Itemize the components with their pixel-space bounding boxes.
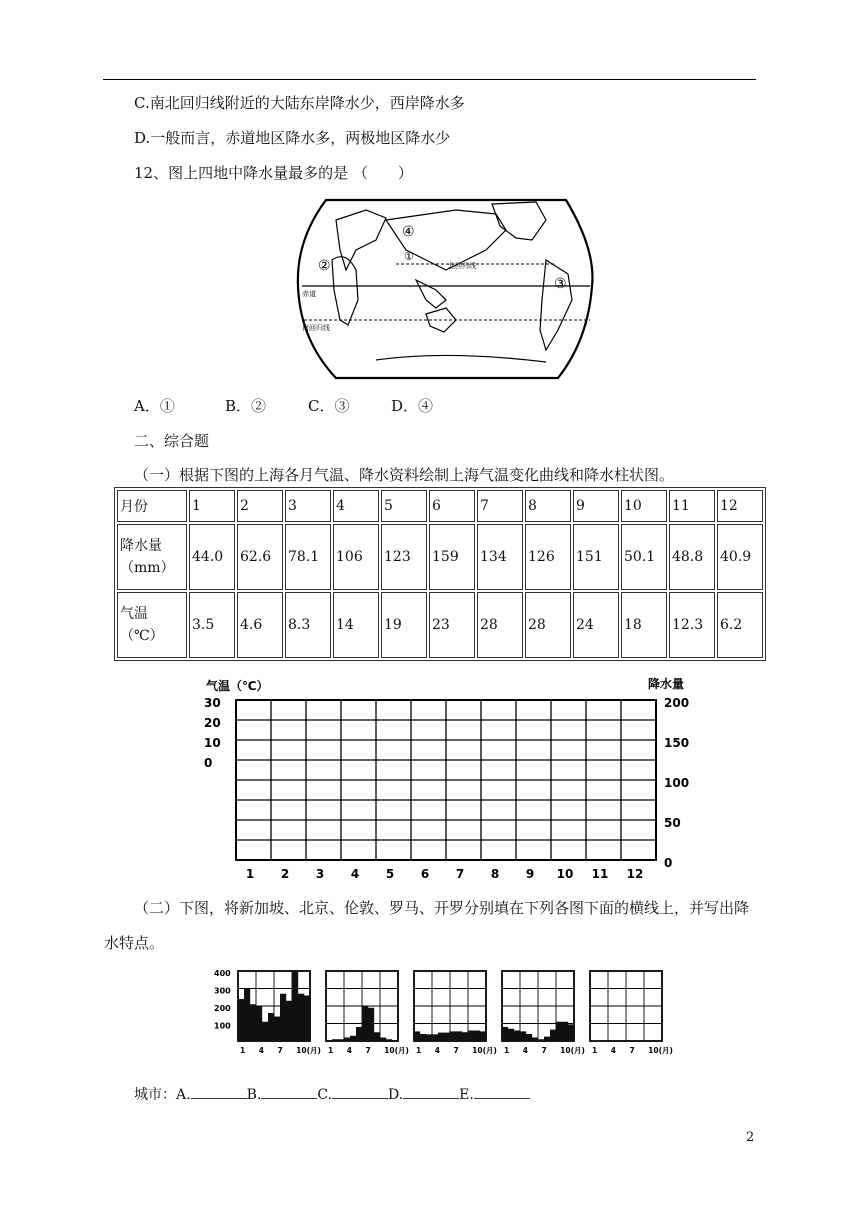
chart-y-tick: 300 <box>214 986 231 996</box>
month-cell: 3 <box>285 490 331 522</box>
precip-bar <box>462 1032 468 1041</box>
temp-label: 气温 <box>120 606 148 622</box>
chart-y-tick: 200 <box>214 1004 231 1013</box>
choice-d: D．④ <box>391 397 434 415</box>
part2-instruction-line2: 水特点。 <box>104 934 165 952</box>
precip-bar <box>250 1004 256 1041</box>
x-tick-label: 8 <box>490 867 500 881</box>
answer-a-blank[interactable] <box>191 1086 247 1099</box>
map-marker-1: ① <box>404 250 414 263</box>
temp-cell: 23 <box>429 592 475 658</box>
temp-cell: 14 <box>333 592 379 658</box>
chart-x-tick: 1 <box>504 1046 510 1055</box>
precip-bar <box>344 1038 350 1042</box>
precip-bar <box>292 971 298 1041</box>
left-tick-label: 10 <box>204 736 221 750</box>
choice-b: B．② <box>225 397 267 415</box>
map-marker-4: ④ <box>402 224 415 240</box>
world-map <box>296 190 596 382</box>
x-tick-label: 3 <box>315 867 325 881</box>
precip-header <box>117 524 187 590</box>
precip-bar <box>468 1031 474 1042</box>
x-tick-label: 2 <box>280 867 290 881</box>
label-tropic-north: 北回归线 <box>448 262 476 270</box>
x-tick-label: 10 <box>556 867 574 881</box>
precip-bar <box>556 1022 562 1041</box>
chart-x-tick: 7 <box>365 1046 371 1055</box>
label-tropic-south: 南回归线 <box>302 324 330 332</box>
precip-cell: 126 <box>525 524 571 590</box>
x-tick-label: 9 <box>525 867 535 881</box>
table-row <box>117 490 763 522</box>
answer-e-blank[interactable] <box>474 1086 530 1099</box>
precip-bar <box>568 1024 574 1041</box>
answer-b-label: B. <box>246 1087 262 1103</box>
temp-cell: 28 <box>525 592 571 658</box>
chart-x-tick: 10(月) <box>648 1046 673 1055</box>
precip-bar <box>656 1040 662 1041</box>
precip-cell: 123 <box>381 524 427 590</box>
precip-bar <box>514 1031 520 1042</box>
graph-right-title: 降水量 <box>648 677 685 691</box>
month-cell: 4 <box>333 490 379 522</box>
precip-bar <box>374 1032 380 1041</box>
answer-d-blank[interactable] <box>403 1086 459 1099</box>
label-equator: 赤道 <box>302 290 316 298</box>
precip-bar <box>562 1022 568 1041</box>
precip-bar <box>392 1040 398 1041</box>
temp-cell: 12.3 <box>669 592 715 658</box>
chart-x-tick: 10(月) <box>560 1046 585 1055</box>
temp-cell: 3.5 <box>189 592 235 658</box>
chart-x-tick: 1 <box>592 1046 598 1055</box>
precip-bar <box>426 1034 432 1041</box>
x-tick-label: 4 <box>350 867 360 881</box>
month-cell: 10 <box>621 490 667 522</box>
chart-x-tick: 4 <box>434 1046 440 1055</box>
chart-x-tick: 1 <box>328 1046 334 1055</box>
temp-cell: 19 <box>381 592 427 658</box>
chart-x-tick: 7 <box>541 1046 547 1055</box>
left-tick-label: 30 <box>204 696 221 710</box>
precip-bar <box>362 1006 368 1041</box>
right-tick-label: 200 <box>664 696 690 710</box>
precip-bar <box>502 1027 508 1041</box>
x-tick-label: 12 <box>626 867 644 881</box>
right-tick-label: 50 <box>664 816 681 830</box>
temp-unit: （℃） <box>120 628 164 644</box>
precip-bar <box>438 1033 444 1041</box>
month-cell: 2 <box>237 490 283 522</box>
precip-cell: 78.1 <box>285 524 331 590</box>
chart-x-tick: 7 <box>629 1046 635 1055</box>
answer-c-blank[interactable] <box>332 1086 388 1099</box>
precip-unit: （mm） <box>120 560 175 576</box>
graph-grid <box>236 700 656 860</box>
part2-instruction-line1: （二）下图，将新加坡、北京、伦敦、罗马、开罗分别填在下列各图下面的横线上，并写出降 <box>134 899 750 917</box>
precip-bar <box>444 1033 450 1041</box>
month-cell: 11 <box>669 490 715 522</box>
precip-chart-5 <box>590 971 673 1055</box>
x-tick-label: 6 <box>420 867 430 881</box>
x-tick-label: 7 <box>455 867 465 881</box>
precip-cell: 44.0 <box>189 524 235 590</box>
option-c: C.南北回归线附近的大陆东岸降水少，西岸降水多 <box>134 94 465 112</box>
month-cell: 7 <box>477 490 523 522</box>
x-tick-label: 11 <box>591 867 609 881</box>
month-header: 月份 <box>117 490 187 522</box>
precip-cell: 50.1 <box>621 524 667 590</box>
map-marker-2: ② <box>318 258 331 274</box>
answer-a-label: A. <box>176 1087 191 1103</box>
temp-cell: 4.6 <box>237 592 283 658</box>
precip-bar <box>244 989 250 1042</box>
chart-y-tick: 100 <box>214 1021 231 1031</box>
precip-bar <box>286 1001 292 1041</box>
precip-cell: 134 <box>477 524 523 590</box>
answer-line <box>134 1084 530 1104</box>
answer-prefix: 城市： <box>134 1087 176 1103</box>
answer-b-blank[interactable] <box>261 1086 317 1099</box>
precip-bar <box>380 1038 386 1042</box>
x-tick-label: 5 <box>385 867 395 881</box>
part1-instruction: （一）根据下图的上海各月气温、降水资料绘制上海气温变化曲线和降水柱状图。 <box>134 466 675 484</box>
precip-bar <box>326 1040 332 1041</box>
temp-cell: 28 <box>477 592 523 658</box>
chart-x-tick: 4 <box>610 1046 616 1055</box>
precip-bar <box>304 996 310 1042</box>
precip-bar <box>332 1039 338 1041</box>
map-marker-3: ③ <box>554 276 567 292</box>
precip-bar <box>420 1034 426 1041</box>
precip-bar <box>456 1031 462 1041</box>
precip-chart-4 <box>502 971 585 1055</box>
page-number: 2 <box>746 1130 755 1145</box>
chart-x-tick: 4 <box>522 1046 528 1055</box>
precip-bar <box>520 1031 526 1041</box>
header-rule <box>103 79 756 80</box>
precip-chart-3 <box>414 971 497 1055</box>
precip-bar <box>590 1040 596 1041</box>
chart-x-tick: 4 <box>346 1046 352 1055</box>
precip-bar <box>538 1039 544 1041</box>
chart-x-tick: 10(月) <box>296 1046 321 1055</box>
precip-bar <box>350 1036 356 1041</box>
precip-bar <box>508 1029 514 1041</box>
precip-bar <box>280 994 286 1041</box>
question-12: 12、图上四地中降水量最多的是 （ ） <box>134 164 413 182</box>
table-row <box>117 524 763 590</box>
precip-chart-2 <box>326 971 409 1055</box>
precip-bar <box>386 1039 392 1041</box>
answer-e-label: E. <box>459 1087 474 1103</box>
climate-table <box>114 487 766 661</box>
precip-cell: 106 <box>333 524 379 590</box>
answer-c-label: C. <box>317 1087 332 1103</box>
precip-bar <box>526 1034 532 1041</box>
precip-chart-1 <box>214 969 321 1055</box>
month-cell: 8 <box>525 490 571 522</box>
left-tick-label: 20 <box>204 716 221 730</box>
precip-bar <box>550 1030 556 1041</box>
precip-bar <box>544 1037 550 1041</box>
precip-bar <box>356 1027 362 1041</box>
graph-left-title: 气温（℃） <box>206 679 269 693</box>
precip-bar <box>238 999 244 1041</box>
left-tick-label: 0 <box>204 756 213 770</box>
precip-bar <box>532 1038 538 1042</box>
month-cell: 1 <box>189 490 235 522</box>
precip-bar <box>268 1013 274 1041</box>
chart-x-tick: 7 <box>277 1046 283 1055</box>
right-tick-label: 100 <box>664 776 690 790</box>
precip-cell: 62.6 <box>237 524 283 590</box>
chart-x-tick: 7 <box>453 1046 459 1055</box>
precip-bar <box>368 1008 374 1041</box>
chart-x-tick: 10(月) <box>472 1046 497 1055</box>
precip-charts <box>214 965 674 1065</box>
choice-a: A．① <box>134 397 175 415</box>
month-cell: 6 <box>429 490 475 522</box>
temp-header <box>117 592 187 658</box>
temp-cell: 6.2 <box>717 592 763 658</box>
month-cell: 12 <box>717 490 763 522</box>
temp-cell: 18 <box>621 592 667 658</box>
x-tick-label: 1 <box>245 867 255 881</box>
chart-x-tick: 1 <box>416 1046 422 1055</box>
temp-cell: 8.3 <box>285 592 331 658</box>
precip-label: 降水量 <box>120 538 162 554</box>
month-cell: 9 <box>573 490 619 522</box>
table-row <box>117 592 763 658</box>
precip-bar <box>474 1031 480 1042</box>
chart-x-tick: 4 <box>258 1046 264 1055</box>
temp-cell: 24 <box>573 592 619 658</box>
chart-y-tick: 400 <box>214 969 231 978</box>
precip-bar <box>262 1022 268 1041</box>
blank-climate-graph <box>196 674 696 884</box>
precip-cell: 48.8 <box>669 524 715 590</box>
choice-c: C．③ <box>308 397 350 415</box>
precip-bar <box>298 994 304 1041</box>
answer-d-label: D. <box>387 1087 404 1103</box>
chart-x-tick: 1 <box>240 1046 246 1055</box>
precip-bar <box>274 1017 280 1042</box>
precip-cell: 151 <box>573 524 619 590</box>
precip-cell: 159 <box>429 524 475 590</box>
precip-bar <box>414 1031 420 1041</box>
precip-cell: 40.9 <box>717 524 763 590</box>
precip-bar <box>432 1034 438 1041</box>
right-tick-label: 0 <box>664 856 673 870</box>
precip-bar <box>480 1031 486 1041</box>
month-cell: 5 <box>381 490 427 522</box>
section-title: 二、综合题 <box>134 432 210 450</box>
precip-bar <box>256 1006 262 1041</box>
precip-bar <box>450 1031 456 1041</box>
option-d: D.一般而言，赤道地区降水多，两极地区降水少 <box>134 129 451 147</box>
chart-x-tick: 10(月) <box>384 1046 409 1055</box>
precip-bar <box>338 1039 344 1041</box>
right-tick-label: 150 <box>664 736 690 750</box>
